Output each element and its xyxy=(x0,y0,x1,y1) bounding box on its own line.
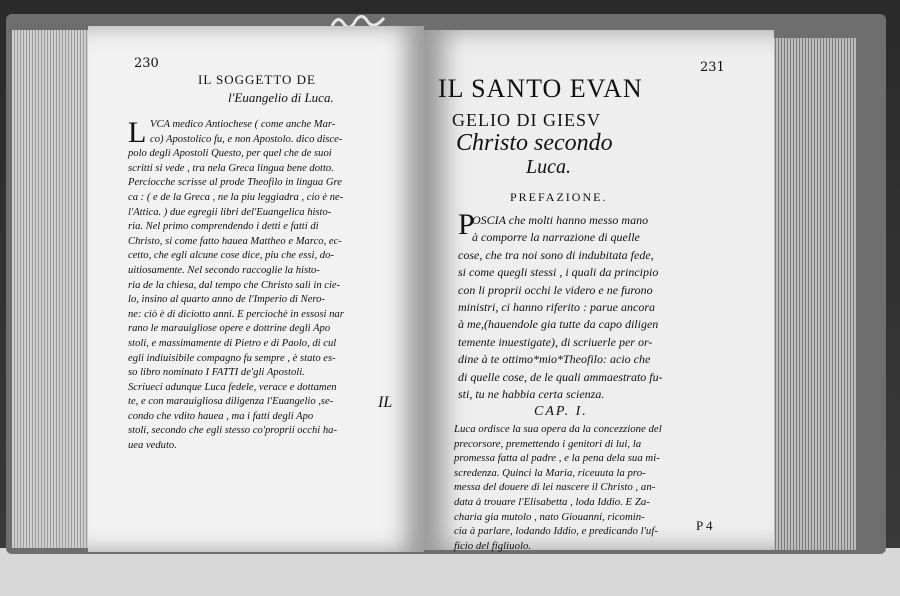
text-line: charia gia mutolo , nato Giouanni, ricomin- xyxy=(454,510,645,523)
text-line: scredenza. Quinci la Maria, riceuuta la pro- xyxy=(454,466,646,479)
text-line: à comporre la narrazione di quelle xyxy=(472,230,640,245)
text-line: cose, che tra noi sono di indubitata fede, xyxy=(458,247,654,262)
text-line: cia à parlare, lodando Iddio, e predicando l'uf- xyxy=(454,525,658,538)
text-line: ficio del figliuolo. xyxy=(454,539,532,552)
drop-cap: P xyxy=(458,208,475,241)
preface-text xyxy=(458,208,748,403)
page-number: 230 xyxy=(134,56,159,71)
catchword: IL xyxy=(378,394,393,411)
text-line: promessa fatta al padre , e la pena dela sua mi- xyxy=(454,452,660,465)
text-line: ria de la chiesa, dal tempo che Christo sali in cie- xyxy=(128,279,341,291)
signature-mark: P 4 xyxy=(696,518,713,533)
text-line: dine à te ottimo*mio*Theofilo: acio che xyxy=(458,352,651,367)
chapter-heading: CAP. I. xyxy=(534,404,588,419)
text-line: ria. Nel primo comprendendo i detti e fatti di xyxy=(128,221,319,233)
text-line: data à trouare l'Elisabetta , loda Iddio. E Za- xyxy=(454,495,650,508)
text-line: co) Apostolico fu, e non Apostolo. dico disce- xyxy=(150,133,343,145)
page-number: 231 xyxy=(700,60,725,75)
text-line: con li proprii occhi le videro e ne furono xyxy=(458,282,653,297)
body-text xyxy=(128,118,400,454)
text-line: precorsore, premettendo i genitori di lui, la xyxy=(454,437,642,450)
text-line: stoli, e massimamente di Pietro e di Paolo, di cul xyxy=(128,337,337,349)
text-line: rano le marauigliose opere e dottrine degli Apo xyxy=(128,323,331,335)
text-line: ne: ciò è di diciotto anni. E perciochè in essosi nar xyxy=(128,308,344,320)
text-line: Christo, si come fatto hauea Mattheo e Marco, ec- xyxy=(128,235,342,247)
text-line: sti, tu ne habbia certa scienza. xyxy=(458,387,605,402)
text-line: Perciocche scrisse al prode Theofilo in lingua Gre xyxy=(128,177,342,189)
text-line: egli indiuisibile compagno fu sempre , è stato es- xyxy=(128,352,336,364)
text-line: VCA medico Antiochese ( come anche Mar- xyxy=(150,119,336,130)
right-page-edges xyxy=(770,38,856,550)
right-page xyxy=(424,30,774,550)
text-line: uea veduto. xyxy=(128,440,177,452)
text-line: si come quegli stessi , i quali da principio xyxy=(458,265,659,280)
text-line: cetto, che egli alcune cose dice, piu che essi, do- xyxy=(128,250,334,262)
text-line: l'Attica. ) due egregii libri del'Euangelica histo- xyxy=(128,206,332,218)
left-page xyxy=(88,26,424,552)
text-line: uitiosamente. Nel secondo raccoglie la histo- xyxy=(128,264,320,276)
title-line: Christo secondo xyxy=(456,130,613,156)
drop-cap: L xyxy=(128,116,147,149)
preface-heading: PREFAZIONE. xyxy=(510,190,608,204)
page-subheading: l'Euangelio di Luca. xyxy=(228,90,334,105)
text-line: ca : ( e de la Greca , ne la piu leggiadra , cio è ne- xyxy=(128,191,344,203)
left-page-edges xyxy=(12,30,92,548)
text-line: polo degli Apostoli Questo, per quel che de suoi xyxy=(128,148,332,160)
text-line: condo che vdito hauea , ma i fatti degli Apo xyxy=(128,410,314,422)
text-line: so libro nominato I FATTI de'gli Apostoli. xyxy=(128,367,305,379)
title-line: GELIO DI GIESV xyxy=(452,110,601,130)
text-line: scritti si vede , tra nela Greca lingua bene dotto. xyxy=(128,162,334,174)
text-line: OSCIA che molti hanno messo mano xyxy=(472,213,649,227)
text-line: à me,(hauendole gia tutte da capo diligen xyxy=(458,317,659,332)
text-line: Scriueci adunque Luca fedele, verace e dottamen xyxy=(128,381,337,393)
text-line: di quelle cose, de le quali ammaestrato fu- xyxy=(458,369,663,384)
title-line: Luca. xyxy=(526,156,571,178)
page-heading: IL SOGGETTO DE xyxy=(198,72,316,87)
text-line: messa del douere di lei nascere il Christo , an- xyxy=(454,481,656,494)
table-surface xyxy=(0,548,900,596)
text-line: te, e con marauigliosa diligenza l'Euangelio ,se- xyxy=(128,396,334,408)
text-line: stoli, secondo che egli stesso co'proprii occhi ha- xyxy=(128,425,338,437)
text-line: ministri, ci hanno riferito : parue ancora xyxy=(458,300,655,315)
text-line: temente inuestigate), di scriuerle per or- xyxy=(458,334,653,349)
text-line: Luca ordisce la sua opera da la concezzione del xyxy=(454,423,662,435)
text-line: lo, insino al quarto anno de l'Imperio di Nero- xyxy=(128,294,325,306)
title-line: IL SANTO EVAN xyxy=(438,74,643,103)
